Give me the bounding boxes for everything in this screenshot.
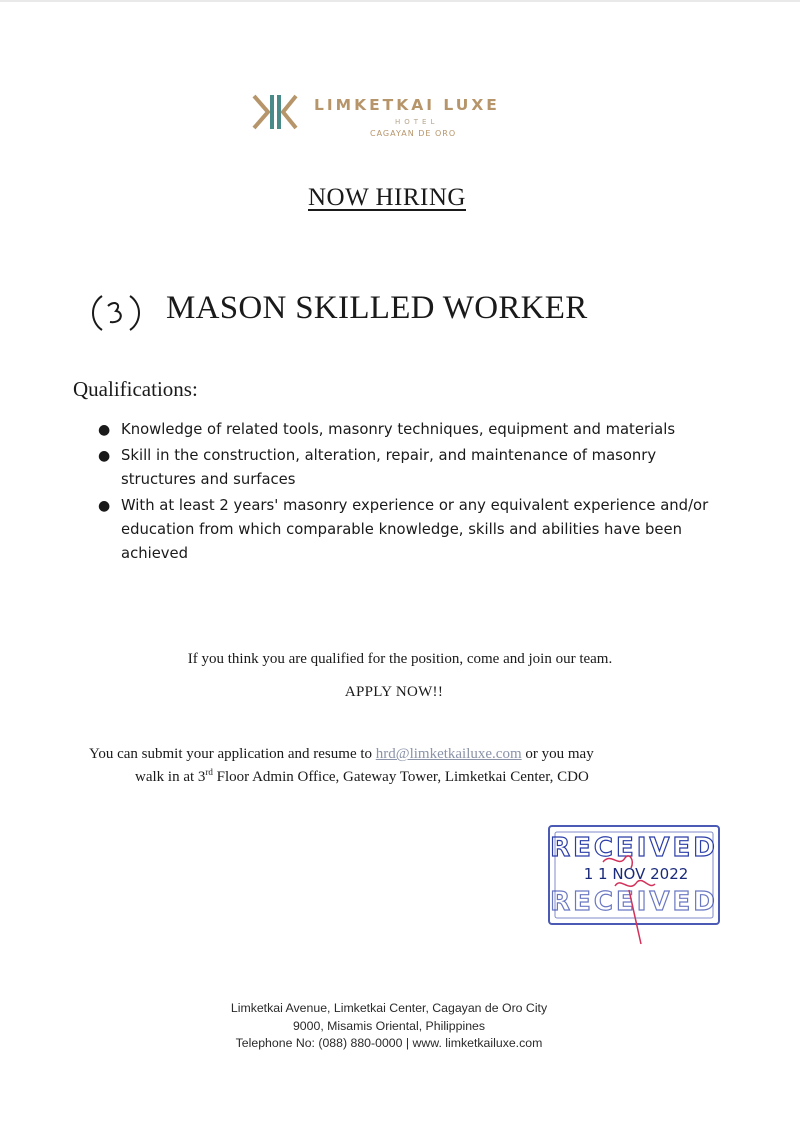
logo-emblem-icon (252, 92, 298, 132)
invite-text: If you think you are qualified for the position, come and join our team. (187, 651, 613, 667)
stamp-date: 1 1 NOV 2022 (583, 865, 689, 883)
email-link[interactable]: hrd@limketkailuxe.com (375, 746, 522, 762)
logo-name: LIMKETKAI LUXE (314, 96, 500, 114)
submission-line-1: You can submit your application and resume to hrd@limketkailuxe.com or you may (89, 746, 594, 762)
page-title: NOW HIRING (308, 184, 466, 211)
submission-line-2: walk in at 3rd Floor Admin Office, Gateway Tower, Limketkai Center, CDO (135, 767, 589, 785)
hotel-logo (252, 90, 552, 150)
list-item: ● Knowledge of related tools, masonry techniques, equipment and materials (96, 418, 716, 442)
stamp-label: RECEIVED (550, 833, 718, 863)
logo-hotel-label: HOTEL (395, 118, 439, 126)
bullet-icon: ● (98, 448, 111, 464)
footer-contact: Telephone No: (088) 880-0000 | www. limketkailuxe.com (235, 1036, 543, 1050)
apply-now-text: APPLY NOW!! (344, 684, 444, 700)
job-title: MASON SKILLED WORKER (166, 290, 588, 326)
bullet-icon: ● (98, 498, 111, 514)
footer-address-line-2: 9000, Misamis Oriental, Philippines (292, 1019, 486, 1033)
top-scan-line (0, 0, 800, 2)
list-item: ● With at least 2 years' masonry experience or any equivalent experience and/or education from which comparable knowledge, skills and abilities have been achieved (96, 494, 716, 566)
svg-text:RECEIVED: RECEIVED (550, 887, 718, 917)
footer-address-line-1: Limketkai Avenue, Limketkai Center, Cagayan de Oro City (230, 1001, 548, 1015)
logo-city-label: CAGAYAN DE ORO (370, 129, 457, 138)
bullet-icon: ● (98, 422, 111, 438)
handwritten-count (88, 292, 144, 334)
qualifications-list (96, 418, 716, 568)
qualifications-heading: Qualifications: (73, 377, 198, 401)
received-stamp (545, 818, 725, 948)
list-item: ● Skill in the construction, alteration, repair, and maintenance of masonry structures and surfaces (96, 444, 716, 492)
